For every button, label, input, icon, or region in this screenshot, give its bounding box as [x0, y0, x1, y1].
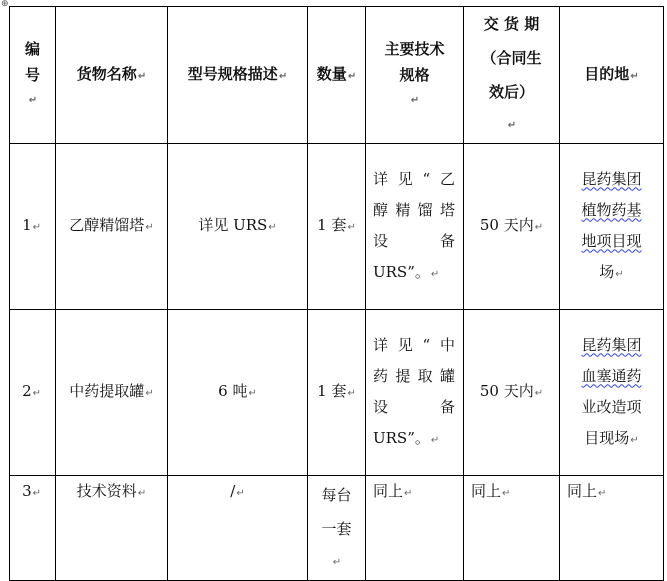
header-name — [56, 7, 168, 144]
paragraph-mark-icon: ↵ — [410, 95, 420, 106]
cell-dest-line: 血塞通药 — [581, 366, 642, 385]
paragraph-mark-icon: ↵ — [615, 268, 624, 280]
paragraph-mark-icon: ↵ — [598, 488, 607, 499]
cell-delivery — [464, 476, 560, 581]
paragraph-mark-icon: ↵ — [32, 388, 41, 399]
cell-model — [168, 476, 308, 581]
cell-qty-line1: 每台 — [321, 486, 352, 504]
paragraph-mark-icon: ↵ — [248, 388, 257, 399]
cell-name — [56, 144, 168, 310]
cell-spec-line: 详见“乙 — [373, 169, 455, 188]
cell-dest — [560, 310, 664, 476]
header-qty — [308, 7, 366, 144]
header-qty-text: 数量 — [316, 64, 347, 83]
cell-spec-line: 设 备 — [373, 397, 455, 416]
paragraph-mark-icon: ↵ — [278, 70, 288, 82]
cell-dest-line: 业改造项 — [581, 397, 642, 416]
cell-name-text: 中药提取罐 — [69, 382, 145, 400]
header-dest-text: 目的地 — [584, 64, 630, 83]
cell-spec — [366, 310, 464, 476]
cell-name-text: 技术资料 — [76, 482, 137, 500]
header-delivery-line1: 交 货 期 — [483, 15, 540, 33]
header-no-line1: 编 — [24, 40, 40, 58]
cell-no-text: 1 — [22, 216, 32, 234]
cell-qty-text: 1 套 — [317, 216, 347, 234]
paragraph-mark-icon: ↵ — [137, 488, 147, 499]
cell-dest — [560, 476, 664, 581]
cell-spec-line: 醇精馏塔 — [373, 200, 455, 219]
cell-qty — [308, 476, 366, 581]
table-row — [10, 310, 664, 476]
cell-spec-line: 详见“中 — [373, 335, 455, 354]
cell-dest — [560, 144, 664, 310]
paragraph-mark-icon: ↵ — [32, 488, 41, 499]
paragraph-mark-icon: ↵ — [630, 434, 639, 446]
paragraph-mark-icon: ↵ — [630, 70, 639, 82]
cell-dest-line: 昆药集团 — [581, 169, 642, 188]
table-anchor-icon: ⊕ — [1, 0, 9, 9]
cell-qty — [308, 144, 366, 310]
header-row — [10, 7, 664, 144]
header-name-text: 货物名称 — [76, 64, 137, 83]
cell-model-text: 6 吨 — [218, 382, 248, 400]
cell-no — [10, 310, 56, 476]
cell-delivery-text: 同上 — [471, 482, 502, 500]
cell-model — [168, 144, 308, 310]
cell-delivery — [464, 310, 560, 476]
cell-dest-line: 目现场 — [584, 428, 630, 447]
cell-dest-text: 同上 — [567, 482, 598, 500]
header-model-text: 型号规格描述 — [187, 64, 278, 83]
paragraph-mark-icon: ↵ — [507, 120, 517, 131]
cell-dest-line: 植物药基 — [581, 200, 642, 219]
cell-spec-line: 药提取罐 — [373, 366, 455, 385]
paragraph-mark-icon: ↵ — [347, 388, 356, 399]
cell-no-text: 2 — [22, 382, 32, 400]
cell-delivery-text: 50 天内 — [479, 216, 534, 234]
paragraph-mark-icon: ↵ — [32, 222, 41, 233]
paragraph-mark-icon: ↵ — [28, 95, 38, 106]
header-spec — [366, 7, 464, 144]
cell-dest-line: 地项目现 — [581, 231, 642, 250]
cell-qty-line2: 一套 — [321, 520, 352, 538]
cell-no-text: 3 — [22, 482, 32, 500]
header-spec-line2: 规格 — [399, 66, 430, 84]
cell-spec-text: 同上 — [373, 482, 404, 500]
cell-dest-line: 昆药集团 — [581, 335, 642, 354]
cell-delivery-text: 50 天内 — [479, 382, 534, 400]
header-dest — [560, 7, 664, 144]
paragraph-mark-icon: ↵ — [145, 222, 154, 233]
header-no-line2: 号 — [24, 66, 40, 84]
goods-table — [9, 6, 664, 581]
paragraph-mark-icon: ↵ — [268, 222, 277, 233]
cell-spec — [366, 144, 464, 310]
cell-dest-line: 场 — [599, 262, 615, 281]
cell-no — [10, 476, 56, 581]
header-model — [168, 7, 308, 144]
header-no — [10, 7, 56, 144]
paragraph-mark-icon: ↵ — [145, 388, 154, 399]
paragraph-mark-icon: ↵ — [430, 434, 440, 446]
paragraph-mark-icon: ↵ — [332, 557, 342, 568]
table-row — [10, 476, 664, 581]
cell-spec-line: 设 备 — [373, 231, 455, 250]
paragraph-mark-icon: ↵ — [347, 70, 357, 82]
cell-spec-line: URS”。 — [373, 262, 430, 281]
cell-name — [56, 310, 168, 476]
cell-qty-text: 1 套 — [317, 382, 347, 400]
cell-delivery — [464, 144, 560, 310]
paragraph-mark-icon: ↵ — [236, 488, 245, 499]
paragraph-mark-icon: ↵ — [534, 222, 544, 233]
cell-name — [56, 476, 168, 581]
paragraph-mark-icon: ↵ — [404, 488, 413, 499]
paragraph-mark-icon: ↵ — [502, 488, 511, 499]
paragraph-mark-icon: ↵ — [430, 268, 440, 280]
header-delivery-line2: （合同生 — [481, 49, 542, 67]
cell-spec — [366, 476, 464, 581]
paragraph-mark-icon: ↵ — [347, 222, 356, 233]
paragraph-mark-icon: ↵ — [534, 388, 544, 399]
header-delivery-line3: 效后） — [488, 83, 534, 101]
cell-spec-line: URS”。 — [373, 428, 430, 447]
cell-qty — [308, 310, 366, 476]
cell-model-text: / — [230, 482, 236, 500]
paragraph-mark-icon: ↵ — [137, 70, 147, 82]
cell-name-text: 乙醇精馏塔 — [69, 216, 145, 234]
cell-no — [10, 144, 56, 310]
table-row — [10, 144, 664, 310]
cell-model-text: 详见 URS — [198, 216, 268, 234]
header-spec-line1: 主要技术 — [384, 40, 445, 58]
cell-model — [168, 310, 308, 476]
header-delivery — [464, 7, 560, 144]
